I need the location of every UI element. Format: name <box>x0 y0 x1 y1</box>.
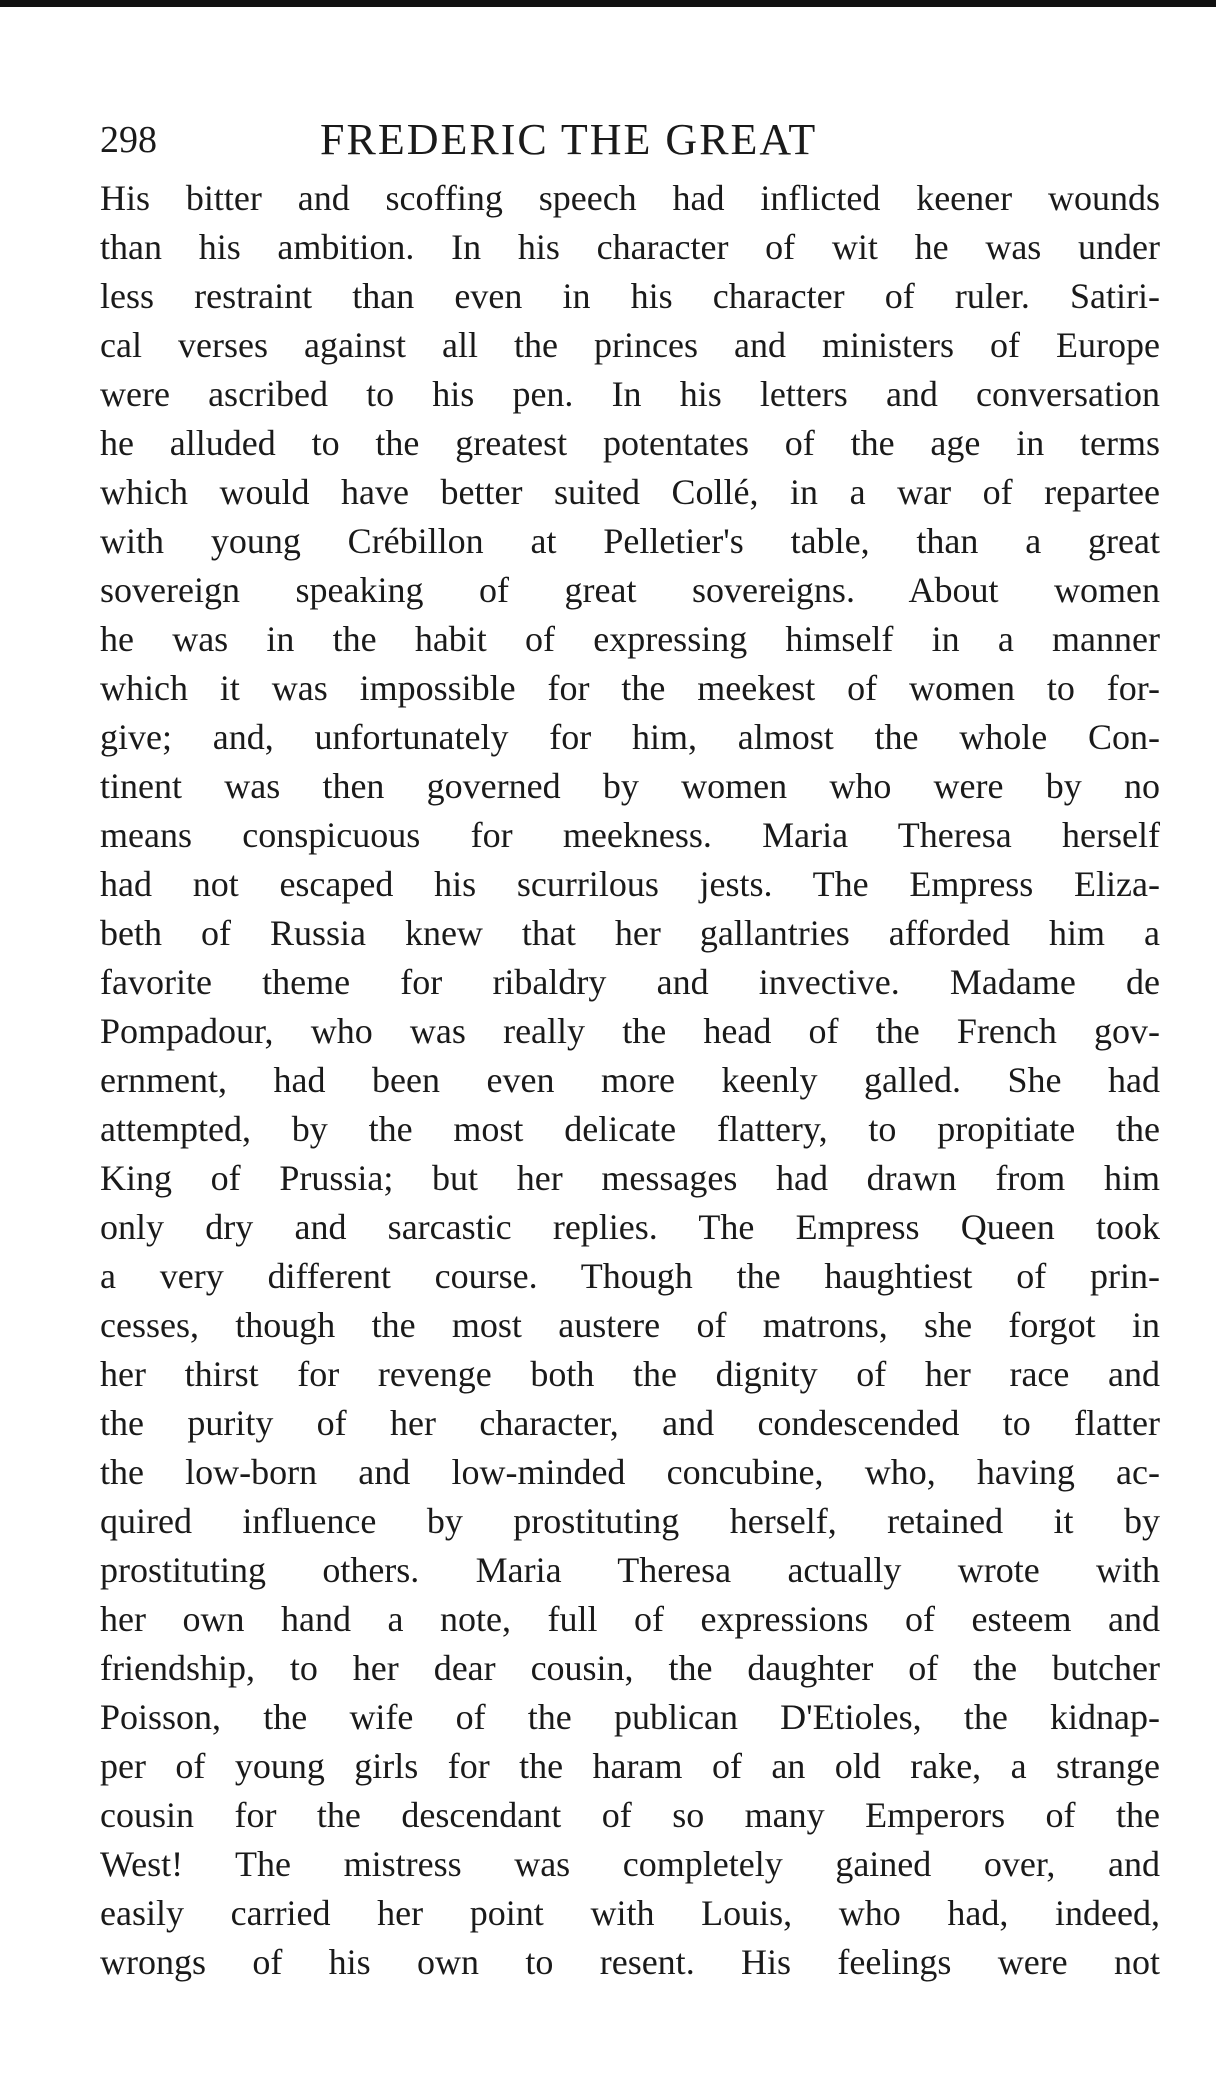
text-line: cousin for the descendant of so many Emperors of the <box>100 1795 1160 1835</box>
text-line: cal verses against all the princes and ministers of Europe <box>100 325 1160 365</box>
text-line: with young Crébillon at Pelletier's table, than a great <box>100 521 1160 561</box>
text-line: King of Prussia; but her messages had drawn from him <box>100 1158 1160 1198</box>
text-line: wrongs of his own to resent. His feelings were not <box>100 1942 1160 1982</box>
text-line: than his ambition. In his character of wit he was under <box>100 227 1160 267</box>
text-line: sovereign speaking of great sovereigns. About women <box>100 570 1160 610</box>
page-header <box>100 110 1160 172</box>
text-line: her thirst for revenge both the dignity of her race and <box>100 1354 1160 1394</box>
text-line: Poisson, the wife of the publican D'Etioles, the kidnap- <box>100 1697 1160 1737</box>
text-line: easily carried her point with Louis, who had, indeed, <box>100 1893 1160 1933</box>
text-line: were ascribed to his pen. In his letters and conversation <box>100 374 1160 414</box>
text-line: West! The mistress was completely gained over, and <box>100 1844 1160 1884</box>
text-line: favorite theme for ribaldry and invective. Madame de <box>100 962 1160 1002</box>
top-border-rule <box>0 0 1216 7</box>
text-line: her own hand a note, full of expressions of esteem and <box>100 1599 1160 1639</box>
text-line: per of young girls for the haram of an old rake, a strange <box>100 1746 1160 1786</box>
text-line: tinent was then governed by women who were by no <box>100 766 1160 806</box>
text-line: give; and, unfortunately for him, almost the whole Con- <box>100 717 1160 757</box>
text-line: Pompadour, who was really the head of the French gov- <box>100 1011 1160 1051</box>
text-line: cesses, though the most austere of matrons, she forgot in <box>100 1305 1160 1345</box>
text-line: less restraint than even in his character of ruler. Satiri- <box>100 276 1160 316</box>
text-line: beth of Russia knew that her gallantries afforded him a <box>100 913 1160 953</box>
text-line: a very different course. Though the haughtiest of prin- <box>100 1256 1160 1296</box>
text-line: ernment, had been even more keenly galled. She had <box>100 1060 1160 1100</box>
text-line: he was in the habit of expressing himself in a manner <box>100 619 1160 659</box>
running-title: FREDERIC THE GREAT <box>320 115 818 164</box>
text-line: means conspicuous for meekness. Maria Theresa herself <box>100 815 1160 855</box>
book-page <box>100 110 1160 1987</box>
text-line: His bitter and scoffing speech had inflicted keener wounds <box>100 178 1160 218</box>
body-text <box>100 174 1160 1987</box>
text-line: he alluded to the greatest potentates of the age in terms <box>100 423 1160 463</box>
text-line: which it was impossible for the meekest of women to for- <box>100 668 1160 708</box>
text-line: friendship, to her dear cousin, the daughter of the butcher <box>100 1648 1160 1688</box>
text-line: prostituting others. Maria Theresa actually wrote with <box>100 1550 1160 1590</box>
text-line: had not escaped his scurrilous jests. The Empress Eliza- <box>100 864 1160 904</box>
text-line: which would have better suited Collé, in a war of repartee <box>100 472 1160 512</box>
text-line: only dry and sarcastic replies. The Empress Queen took <box>100 1207 1160 1247</box>
text-line: the purity of her character, and condescended to flatter <box>100 1403 1160 1443</box>
text-line: attempted, by the most delicate flattery, to propitiate the <box>100 1109 1160 1149</box>
page-number: 298 <box>100 119 157 161</box>
text-line: quired influence by prostituting herself, retained it by <box>100 1501 1160 1541</box>
text-line: the low-born and low-minded concubine, who, having ac- <box>100 1452 1160 1492</box>
